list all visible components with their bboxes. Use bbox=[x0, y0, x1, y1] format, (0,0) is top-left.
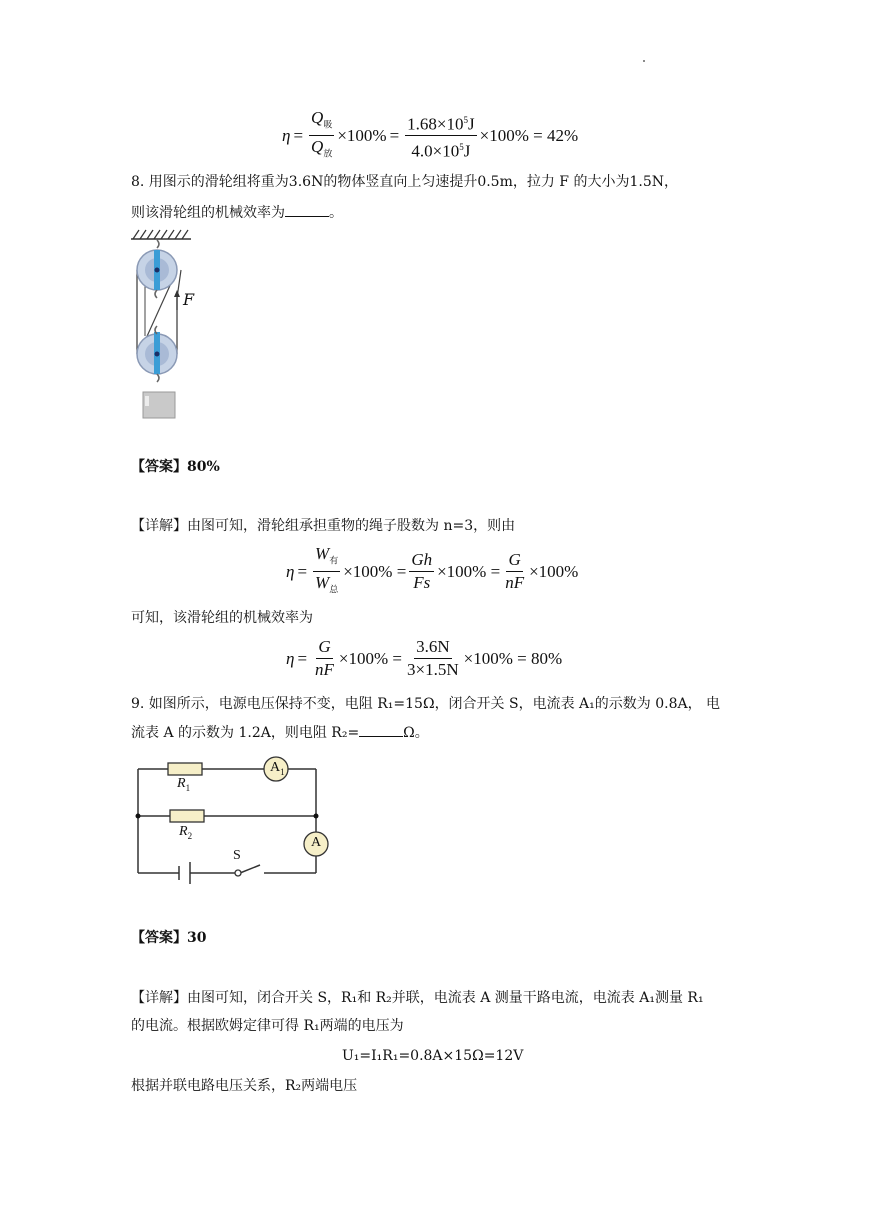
force-label: F bbox=[183, 290, 195, 309]
pulley-system-figure bbox=[125, 226, 205, 422]
q8-line2: 则该滑轮组的机械效率为 。 bbox=[131, 202, 343, 223]
fraction-values: $\frac{1.68\times 10^5J}{4.0\times 10^5J}$ bbox=[405, 110, 476, 162]
switch-label: S bbox=[233, 848, 241, 863]
q8-middle-text: 可知，该滑轮组的机械效率为 bbox=[131, 610, 313, 626]
page-mark-dot bbox=[643, 60, 645, 62]
ohm-law-equation: U₁=I₁R₁=0.8A×15Ω=12V bbox=[342, 1048, 524, 1064]
ammeter-a-label: A bbox=[311, 835, 322, 850]
eta-symbol: η bbox=[282, 125, 291, 145]
efficiency-formula-heat: η = $\frac{Q_吸}{Q_放}$ ×100% = $\frac{1.68\times 10^5J}{4.0\times 10^5J}$ ×100% = 42% bbox=[282, 108, 578, 164]
answer-blank bbox=[359, 722, 403, 737]
resistor-r1-label: $R_1$ bbox=[177, 776, 191, 793]
q9-line2: 流表 A 的示数为 1.2A，则电阻 R₂= Ω。 bbox=[131, 722, 429, 743]
q9-last-line: 根据并联电路电压关系，R₂两端电压 bbox=[131, 1078, 358, 1094]
ammeter-a1-label: $A_1$ bbox=[270, 760, 285, 777]
q8-detail: 【详解】由图可知，滑轮组承担重物的绳子股数为 n=3，则由 bbox=[131, 518, 516, 534]
answer-blank bbox=[285, 202, 329, 217]
fraction-q: $\frac{Q_吸}{Q_放}$ bbox=[311, 108, 333, 159]
q8-line1: 8. 用图示的滑轮组将重为3.6N的物体竖直向上匀速提升0.5m，拉力 F 的大小为1.5N， bbox=[131, 174, 678, 190]
q9-detail-line2: 的电流。根据欧姆定律可得 R₁两端的电压为 bbox=[131, 1018, 404, 1034]
efficiency-formula-work: η = $\frac{W_有}{W_总}$ ×100% = $\frac{Gh}{Fs}$ ×100% = $\frac{G}{nF}$ ×100% bbox=[286, 544, 579, 595]
efficiency-formula-values: η = $\frac{G}{nF}$ ×100% = $\frac{3.6N}{3\times 1.5N}$ ×100% = 80% bbox=[286, 637, 563, 679]
q9-detail-line1: 【详解】由图可知，闭合开关 S，R₁和 R₂并联，电流表 A 测量干路电流，电流表 A₁测量 R₁ bbox=[131, 990, 704, 1006]
q9-answer: 【答案】30 bbox=[131, 930, 207, 946]
circuit-diagram bbox=[130, 754, 335, 884]
resistor-r2-label: $R_2$ bbox=[179, 824, 193, 841]
q9-line1: 9. 如图所示，电源电压保持不变，电阻 R₁=15Ω，闭合开关 S，电流表 A₁的示数为 0.8A， 电 bbox=[131, 696, 721, 712]
q8-answer: 【答案】80% bbox=[131, 459, 220, 475]
